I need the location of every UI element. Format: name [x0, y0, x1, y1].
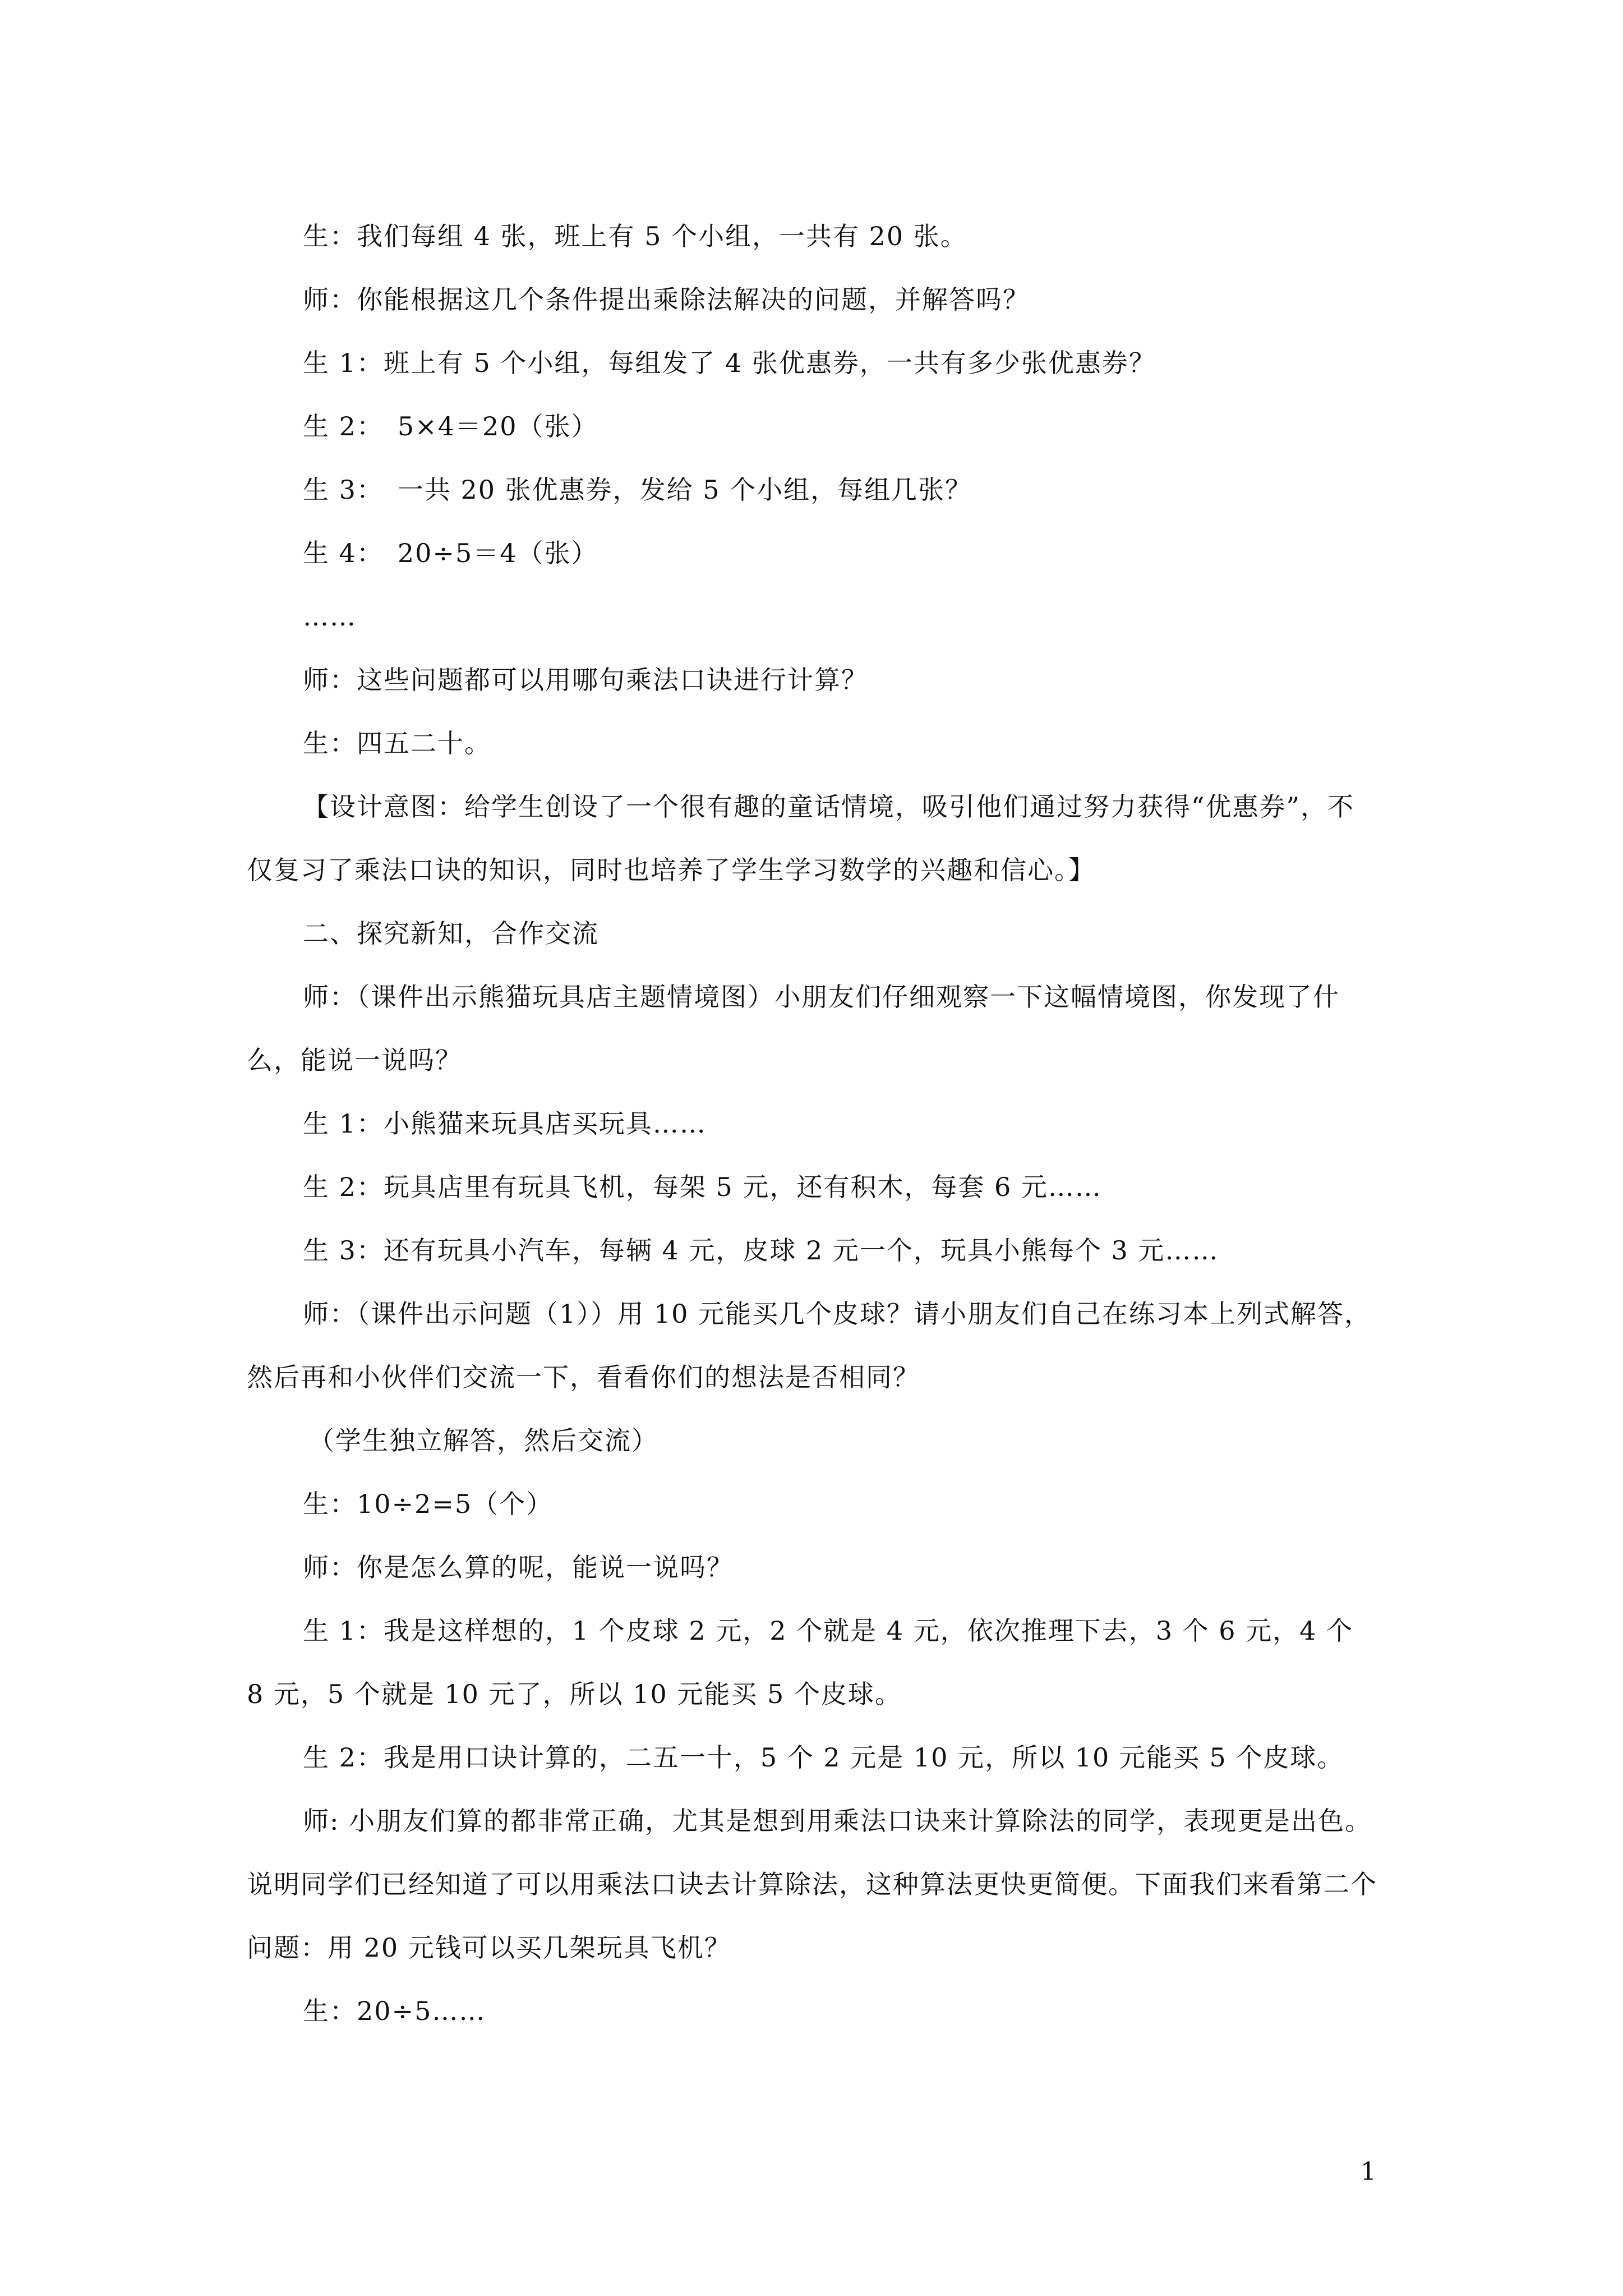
paragraph-12: 师：（课件出示熊猫玩具店主题情境图）小朋友们仔细观察一下这幅情境图，你发现了什么，能说一说吗？ — [247, 982, 1340, 1075]
paragraph-23: 生：20÷5…… — [303, 1996, 486, 2026]
paragraph-5: 生 3： 一共 20 张优惠券，发给 5 个小组，每组几张？ — [303, 475, 972, 505]
paragraph-16: 师：（课件出示问题（1））用 10 元能买几个皮球？请小朋友们自己在练习本上列式解答，然后再和小伙伴们交流一下，看看你们的想法是否相同？ — [247, 1299, 1372, 1392]
paragraph-6: 生 4： 20÷5＝4（张） — [303, 538, 598, 568]
paragraph-15: 生 3：还有玩具小汽车，每辆 4 元，皮球 2 元一个，玩具小熊每个 3 元…… — [303, 1235, 1219, 1266]
paragraph-2: 师：你能根据这几个条件提出乘除法解决的问题，并解答吗？ — [303, 284, 1030, 315]
design-intent-note: 【设计意图：给学生创设了一个很有趣的童话情境，吸引他们通过努力获得“优惠券”，不仅复习了乘法口诀的知识，同时也培养了学生学习数学的兴趣和信心。】 — [247, 792, 1355, 885]
paragraph-3: 生 1：班上有 5 个小组，每组发了 4 张优惠券，一共有多少张优惠券？ — [303, 348, 1156, 378]
paragraph-20: 生 1：我是这样想的，1 个皮球 2 元，2 个就是 4 元，依次推理下去，3 个 6 元，4 个 8 元，5 个就是 10 元了，所以 10 元能买 5 个皮球。 — [247, 1616, 1353, 1709]
paragraph-19: 师：你是怎么算的呢，能说一说吗？ — [303, 1552, 734, 1582]
paragraph-14: 生 2：玩具店里有玩具飞机，每架 5 元，还有积木，每套 6 元…… — [303, 1172, 1102, 1202]
document-body — [247, 205, 1380, 2043]
paragraph-1: 生：我们每组 4 张，班上有 5 个小组，一共有 20 张。 — [303, 221, 967, 251]
paragraph-8: 师：这些问题都可以用哪句乘法口诀进行计算？ — [303, 665, 868, 695]
paragraph-22: 师: 小朋友们算的都非常正确，尤其是想到用乘法口诀来计算除法的同学，表现更是出色。说明同学们已经知道了可以用乘法口诀去计算除法，这种算法更快更简便。下面我们来看第二个问题：用 20 元钱可以买几架玩具飞机？ — [247, 1806, 1377, 1963]
page-number: 1 — [1361, 2157, 1376, 2186]
paragraph-4: 生 2： 5×4＝20（张） — [303, 411, 598, 441]
paragraph-13: 生 1：小熊猫来玩具店买玩具…… — [303, 1108, 707, 1139]
paragraph-21: 生 2：我是用口诀计算的，二五一十，5 个 2 元是 10 元，所以 10 元能买 5 个皮球。 — [303, 1742, 1344, 1773]
paragraph-17: （学生独立解答，然后交流） — [308, 1425, 658, 1456]
paragraph-7: …… — [303, 601, 357, 632]
section-heading: 二、探究新知，合作交流 — [303, 918, 599, 949]
paragraph-18: 生：10÷2=5（个） — [303, 1489, 554, 1519]
paragraph-9: 生：四五二十。 — [303, 728, 491, 758]
